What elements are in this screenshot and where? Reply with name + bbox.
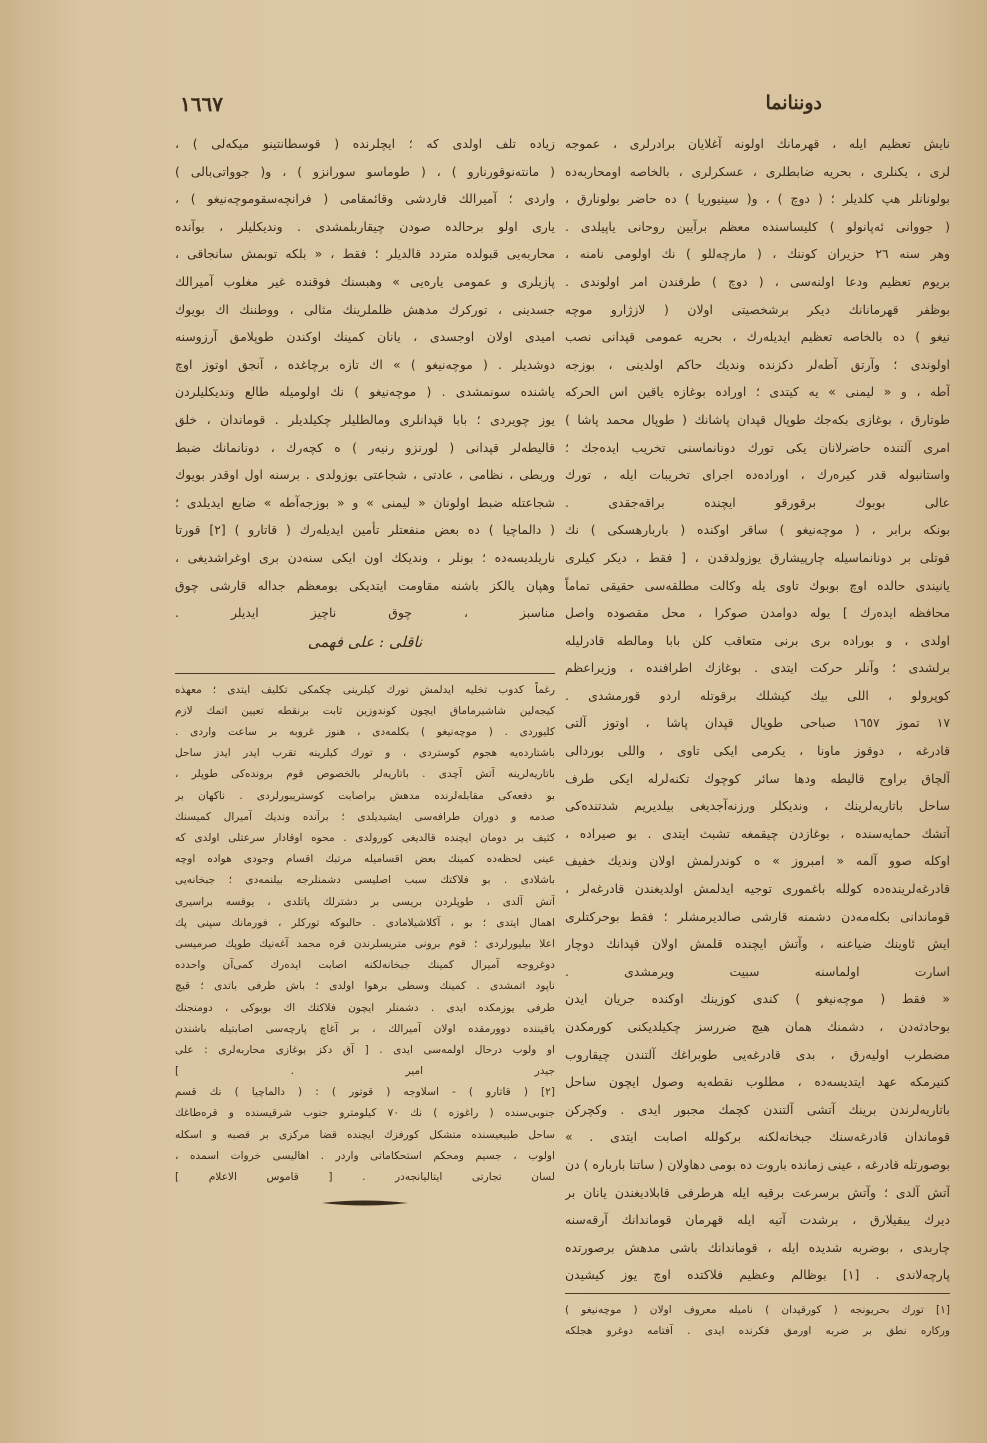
text-line: ساحل باتاریه‌لرینك ، وندیکلر ورزنه‌آجدیغی بیلدیریم شدتنده‌کی xyxy=(565,798,950,814)
text-line: محاربه‌یی قبولده متردد قالدیلر ؛ فقط ، « بلکه توبمش سانجاقی ، xyxy=(175,246,555,262)
right-column xyxy=(565,130,950,1390)
text-line: آلچاق براوج قالیطه ودها سائر کوچوك تکنه‌لرله ایکی طرف xyxy=(565,770,950,786)
text-line: آطه ، و « لیمنی » یه کیتدی ؛ اوراده بوغازه یاقین اس الحرکه xyxy=(565,384,950,400)
text-line: اسارت اولماسنه سبیت ویرمشدی . xyxy=(565,963,950,979)
text-line: بونکه برابر ، ( موچه‌نیغو ) ساقر اوکنده ( باربارهسکی ) نك xyxy=(565,522,950,538)
footnote-line: باتاریه‌لرینه آتش آچدی . باتاریه‌لر بالخصوص قوم برونده‌کی طوپلر ، xyxy=(175,768,555,781)
footnote-line: کثیف بر دومان ایچنده قالدیغی کورولدی . محوه اوقادار سرعتلی اولدی که xyxy=(175,832,555,844)
text-line: ایش ئاوینك ضیاعنه ، وآتش ایچنده قلمش اولان قپدانك دوچار xyxy=(565,936,950,952)
footnote-line: [٢] ( قاتارو ) - اسلاوجه ( قوتور ) : ( دالماچیا ) نك قسم xyxy=(175,1086,555,1099)
text-line: وهپان یالکز باشنه مقاومت ایتدیکی بومعظم جداله قارشی چوق xyxy=(175,577,555,593)
footnote-line: ناپود اتمشدی . کمینك وسطی برهوا اولدی ؛ باش طرفی باتدی ؛ قیچ xyxy=(175,980,555,993)
text-line: اوکله صوو آلمه « امبروز » ه کوندرلمش اولان وندیك خفیف xyxy=(565,853,950,869)
right-column-body xyxy=(565,130,950,1289)
author-signature: ناقلی : علی فهمی xyxy=(307,632,423,651)
text-line: وربطی ، نظامی ، عادتی ، شجاعتی بوزولدی . برسنه اول اوقدر بویوك xyxy=(175,467,555,483)
text-line: محافظه ایده‌رك ] یوله دوامدن صوکرا ، محل مقصوده واصل xyxy=(565,605,950,621)
text-line: بوحادثه‌دن ، دشمنك همان هیچ ضررسز چکیلدیکنی کورمکدن xyxy=(565,1019,950,1034)
text-line: برلشدی ؛ وآنلر حرکت ایتدی . بوغازك اطرافنده ، وزیراعظم xyxy=(565,660,950,676)
left-footnotes xyxy=(175,680,555,1189)
text-line: ناریلدیسه‌ده ؛ بونلر ، وندیکك اون ایکی سنه‌دن بری اوغراشدیغی ، xyxy=(175,549,555,565)
left-footnote-rule xyxy=(175,673,555,674)
footnote-line: باشلادی . بو فلاکتك سبب اصلیسی دشمنلرجه بیلنمه‌دی ؛ جبخانه‌یی xyxy=(175,874,555,887)
text-line: نیغو ) ده بالخاصه تعظیم ایدیله‌رك ، بحریه عمومی قپدانی نصب xyxy=(565,329,950,345)
text-line: باتاریه‌لرندن برینك آتشی آلتندن کچمك مجبور ایدی . وکچرکن xyxy=(565,1101,950,1117)
footnote-line: لسان تجارتی ایتالیانجه‌در . [ قاموس الاعلام ] xyxy=(175,1171,555,1183)
text-line: قالیطه‌لر قپدانی ( لورنزو رنیه‌ر ) ه کچه‌رك ، دونانمانك ضبط xyxy=(175,439,555,455)
left-column-body xyxy=(175,130,555,627)
footnote-line: او ولوب درحال اولمه‌سی ایدی . [ آق دکز بوغازی محاربه‌لری : علی xyxy=(175,1043,555,1056)
footnote-line: صدمه و دوران طرافه‌سی ایشیدیلدی ؛ برآنده وندیك آمیرال کمیسنك xyxy=(175,810,555,823)
text-line: نایش تعظیم ایله ، قهرمانك اولونه آغلایان برادرلری ، عموجه‌ xyxy=(565,136,950,151)
footnote-line: جیدر امیر . ] xyxy=(175,1065,555,1078)
text-line: یاشنده سونمشدی . ( موچه‌نیغو ) نك اولومیله طالع وندیکلیلردن xyxy=(175,384,555,400)
left-column xyxy=(175,130,555,1390)
text-line: مناسبز ، چوق ناچیز ایدیلر . xyxy=(175,605,555,621)
text-line: اولدی ، و بوراده بری برنی متعاقب کلن بابا ومالطه قادرلیله xyxy=(565,632,950,648)
text-line: چاربدی ، بوضربه شدیده ایله ، قوماندانك باشی مدهش برصورتده xyxy=(565,1239,950,1255)
footnote-line: دوغروجه آمیرال کمینك جبخانه‌لکنه اصابت ایده‌رك کمی‌آن واحدده xyxy=(175,959,555,972)
end-ornament xyxy=(320,1198,410,1208)
footnote-line: [١] تورك بحریونجه ( کورقپدان ) نامیله معروف اولان ( موچه‌نیغو ) xyxy=(565,1303,950,1316)
page-number: ١٦٦٧ xyxy=(180,92,223,116)
text-line: شجاعتله ضبط اولونان « لیمنی » و « بوزجه‌آطه » ضایع ایدیلدی ؛ xyxy=(175,494,555,510)
text-line: کوپرولو ، اللی بیك کیشلك برقوتله اردو قورمشدی . xyxy=(565,687,950,703)
text-line: لری ، یکنلری ، بحریه ضابطلری ، عسکرلری ، بالخاصه اومحاربه‌ده xyxy=(565,163,950,179)
text-line: بریوم تعظیم ودعا اولنه‌سی ، ( دوچ ) طرفندن امر اولوندی . xyxy=(565,273,950,289)
right-footnotes xyxy=(565,1300,950,1342)
text-line: مضطرب اولیه‌رق ، بدی قادرغه‌یی طوبراغك آلتندن چیقاروب xyxy=(565,1046,950,1062)
text-line: دیرك یبقیلارق ، برشدت آتیه ایله قهرمان قوماندانك آرقه‌سنه xyxy=(565,1212,950,1228)
footnote-line: کیجه‌لین شاشیرماماق ایچون کوندوزین ثابت برنقطه تعیین اتمك لازم xyxy=(175,704,555,717)
footnote-line: ورکاره نطق بر ضربه اورمق فکرنده ایدی . آفتامه دوغرو هجلکه xyxy=(565,1325,950,1338)
text-line: وهر سنه ٢٦ حزیران کوننك ، ( مارچه‌للو ) نك اولومی نامنه ، xyxy=(565,246,950,262)
text-line: عالی بوبوك برقورقو ایچنده براقه‌جقدی . xyxy=(565,494,950,510)
page-header xyxy=(180,92,822,122)
text-line: اولوندی ؛ وآرتق آطه‌لر دکزنده وندیك حاکم اولدینی ، بوزجه xyxy=(565,356,950,372)
footnote-line: کلیوردی . ( موچه‌نیغو ) بکلمه‌دی ، هنوز غروبه بر ساعت واردی . xyxy=(175,726,555,739)
text-line: دوشدیلر . ( موچه‌نیغو ) » اك تازه برچاغده ، آنجق اوتوز اوچ xyxy=(175,356,555,372)
text-line: بوصورتله قادرغه ، عینی زمانده باروت ده بومی دهاولان ( ساتنا بارباره ) دن xyxy=(565,1156,950,1172)
text-line: واستانبوله قدر کیره‌رك ، اوراده‌ده اجرای تخریبات ایله ، تورك xyxy=(565,467,950,483)
footnote-line: اعلا بیلیورلردی ؛ قوم برونی متریسلرندن قره محمد آغه‌نیك طوپك صرمیسی xyxy=(175,937,555,950)
footnote-line: رغماً کدوب تخلیه ایدلمش تورك کیلرینی چکمکی تکلیف ایتدی ؛ معهذه xyxy=(175,683,555,696)
text-line: یانیندی حالده اوچ بوبوك تاوی یله وکالت مطلقه‌سی حقیقی تماماً xyxy=(565,577,950,593)
text-line: آتش آلدی ؛ وآتش برسرعت برقیه ایله هرطرفی قابلادیغندن یانان بر xyxy=(565,1184,950,1200)
footnote-line: یاقیننده دوورمقده اولان آمیرالك ، بر آغاچ پارچه‌سی اصابتیله باشندن xyxy=(175,1022,555,1035)
text-line: کنیرمکه عهد ایتدیسه‌ده ، مطلوب نقطه‌یه وصول ایچون ساحل xyxy=(565,1074,950,1090)
footnote-line: بو دفعه‌کی مقابله‌لرنده مدهش براصابت کوستریبورلردی . ناکهان بر xyxy=(175,789,555,802)
right-footnote-rule xyxy=(565,1293,950,1294)
footnote-line: ساحل طبیعیسنده متشکل کورفزك ایچنده قضا مرکزی بر قصبه و اسکله xyxy=(175,1128,555,1141)
text-line: ١٧ تموز ١٦٥٧ صباحی طوپال قپدان پاشا ، اوتوز آلتی xyxy=(565,715,950,731)
footnote-line: طرفی یوزمکده ایدی . دشمنلر ایچون فلاکتك اك بوبوکی ، دومنجنك xyxy=(175,1001,555,1014)
footnote-line: اهمال ایتدی ؛ بو ، آکلاشیلامادی . حالبوکه تورکلر ، فورمانك سپنی پك xyxy=(175,916,555,929)
text-line: قوتلی بر دونانماسیله چارپیشارق یوزولدقدن ، [ فقط ، دیکر کیلری xyxy=(565,549,950,565)
text-line: یاری اولو برحالده صودن چیقاربلمشدی . وندیکلیلر ، بوآنده xyxy=(175,218,555,234)
text-line: پارچه‌لاندی . [١] بوظالم وعظیم فلاکتده اوچ یوز کیشیدن xyxy=(565,1267,950,1283)
text-line: آتشك حمایه‌سنده ، بوغازدن چیقمغه تشبث ایتدی . بو صیراده ، xyxy=(565,825,950,841)
text-line: « فقط ( موچه‌نیغو ) کندی کوزینك اوکنده جریان ایدن xyxy=(565,991,950,1007)
text-line: طوتارق ، بوغازی بکه‌جك طوپال قپدان پاشانك ( طوپال محمد پاشا ) xyxy=(565,411,950,427)
text-line: قادرغه ، دوقوز ماونا ، یکرمی ایکی تاوی ، واللی بوردالی xyxy=(565,743,950,759)
text-line: پازیلری و عمومی یاره‌یی » وهبسنك فوقنده غیر مغلوب آمیرالك xyxy=(175,273,555,289)
text-line: بوظفر قهرمانانك دیکر برشخصیتی اولان ( لازژارو موچه‌ xyxy=(565,301,950,317)
text-line: قوماندان قادرغه‌سنك جبخانه‌لکنه برکولله اصابت ایتدی . » xyxy=(565,1129,950,1145)
text-line: امری آلتنده حاضرلانان یکی تورك دونانماسنی تخریب ایده‌جك ؛ xyxy=(565,439,950,455)
text-line: ( دالماچیا ) ده بعض منفعتلر تأمین ایدیله‌رك ( قاتارو ) [٢] قورتا xyxy=(175,522,555,538)
text-line: قادرغه‌لرینده‌ده کولله باغموری توجیه ایدلمش اولدیغندن قادرغه‌لر ، xyxy=(565,881,950,897)
text-line: یوز چویردی ؛ بابا قپدانلری ومالطلیلر چکیلدیلر . قوماندان ، خلق xyxy=(175,411,555,427)
text-line: بولونانلر هپ کلدیلر ؛ ( دوچ ) ، و( سینیوریا ) ده حاضر بولونارق ، xyxy=(565,191,950,207)
footnote-line: عینی لحظه‌ده کمینك بعض اقسامیله مرتبك اقسام وجودی هواده اوچه‌ xyxy=(175,853,555,866)
text-line: زیاده تلف اولدی که ؛ ایچلرنده ( قوسطانتینو میکه‌لی ) ، xyxy=(175,136,555,151)
running-title: دوننانما xyxy=(765,92,822,114)
text-line: جسدینی ، تورکرك مدهش ظلملرینك مثالی ، ووطننك اك بویوك xyxy=(175,301,555,317)
footnote-line: باشتارده‌یه هجوم کوستردی ، و تورك کیلرینه تقرب ایدر ایدز ساحل xyxy=(175,747,555,760)
text-line: واردی ؛ آمیرالك قاردشی وقائمقامی ( فرانچه‌سقوموچه‌نیغو ) ، xyxy=(175,191,555,207)
text-line: قوماندانی بکله‌مه‌دن دشمنه قارشی صالدیرمشلر ؛ فقط بوحرکتلری xyxy=(565,908,950,924)
footnote-line: اولوب ، جسیم ومحکم استحکاماتی واردر . اهالیسی خروات اسمده ، xyxy=(175,1149,555,1162)
footnote-line: جنوبی‌سنده ( راغوزه ) نك ٧٠ کیلومترو جنوب شرقیسنده و قره‌طاغك xyxy=(175,1107,555,1120)
text-line: ( مانته‌نوقورنارو ) ، ( طوماسو سورانزو ) ، و( جوواتی‌بالی ) xyxy=(175,163,555,179)
footnote-line: آتش آلدی ، طوپلردن بریسی بر دشترلك پاتلدی ، یوقسه براسیری xyxy=(175,895,555,908)
text-line: امیدی اولان اوجسدی ، یانان کمینك اوکندن طوپلامق آرزوسنه xyxy=(175,329,555,345)
text-line: ( جووانی ئه‌پانولو ) کلیساسنده معظم برآیین روحانی یاپیلدی . xyxy=(565,218,950,234)
